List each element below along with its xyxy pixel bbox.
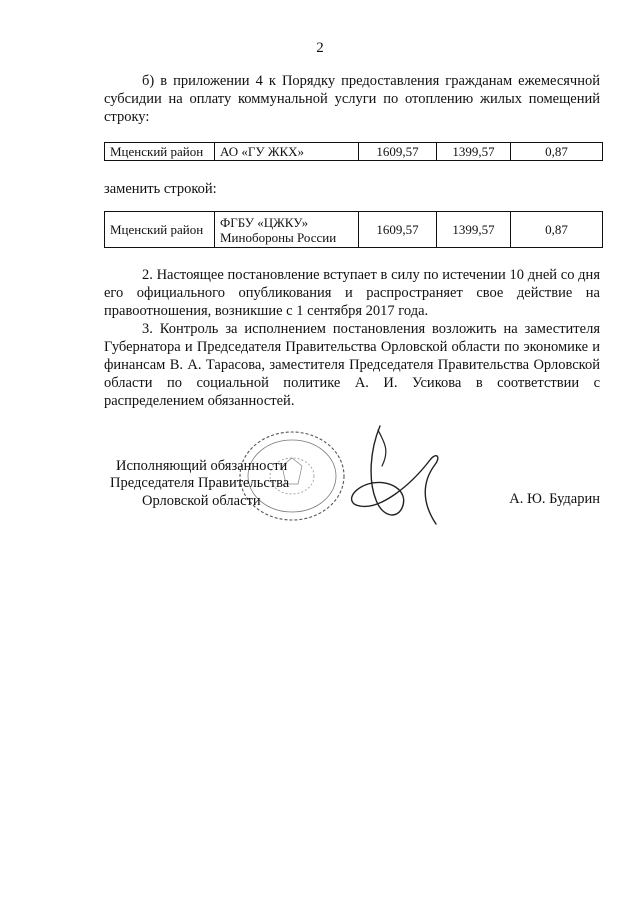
value2-cell: 1399,57 — [437, 143, 511, 161]
new-row-table — [104, 211, 603, 248]
paragraph-b: б) в приложении 4 к Порядку предоставления гражданам ежемесячной субсидии на оплату коммунальной услуги по отоплению жилых помещений строку: — [104, 73, 600, 125]
replace-text: заменить строкой: — [104, 181, 217, 197]
organization-cell — [215, 212, 359, 248]
table-row — [105, 143, 603, 161]
organization-line-2: Минобороны России — [220, 229, 337, 245]
organization-line-1: ФГБУ «ЦЖКУ» — [220, 214, 309, 230]
signature-title-line-1: Исполняющий обязанности — [116, 458, 288, 474]
district-cell: Мценский район — [105, 212, 215, 248]
organization-cell: АО «ГУ ЖКХ» — [215, 143, 359, 161]
value1-cell: 1609,57 — [359, 212, 437, 248]
signature-title-line-2: Председателя Правительства — [110, 475, 290, 491]
page-number: 2 — [316, 40, 324, 56]
signature-title-line-3: Орловской области — [142, 493, 261, 509]
value1-cell: 1609,57 — [359, 143, 437, 161]
value2-cell: 1399,57 — [437, 212, 511, 248]
coefficient-cell: 0,87 — [511, 212, 603, 248]
table-row — [105, 212, 603, 248]
paragraph-2: 2. Настоящее постановление вступает в силу по истечении 10 дней со дня его официального опубликования и распространяет свое действие на правоотношения, возникшие с 1 сентября 2017 года. — [104, 267, 600, 319]
handwritten-signature — [340, 420, 450, 530]
coefficient-cell: 0,87 — [511, 143, 603, 161]
paragraph-3: 3. Контроль за исполнением постановления возложить на заместителя Губернатора и Председателя Правительства Орловской области по экономике и финансам В. А. Тарасова, заместителя Председателя Правительства Орловской области по социальной политике А. И. Усикова в соответствии с распределением обязанностей. — [104, 321, 600, 409]
signer-name: А. Ю. Бударин — [509, 491, 600, 507]
old-row-table — [104, 142, 603, 161]
district-cell: Мценский район — [105, 143, 215, 161]
